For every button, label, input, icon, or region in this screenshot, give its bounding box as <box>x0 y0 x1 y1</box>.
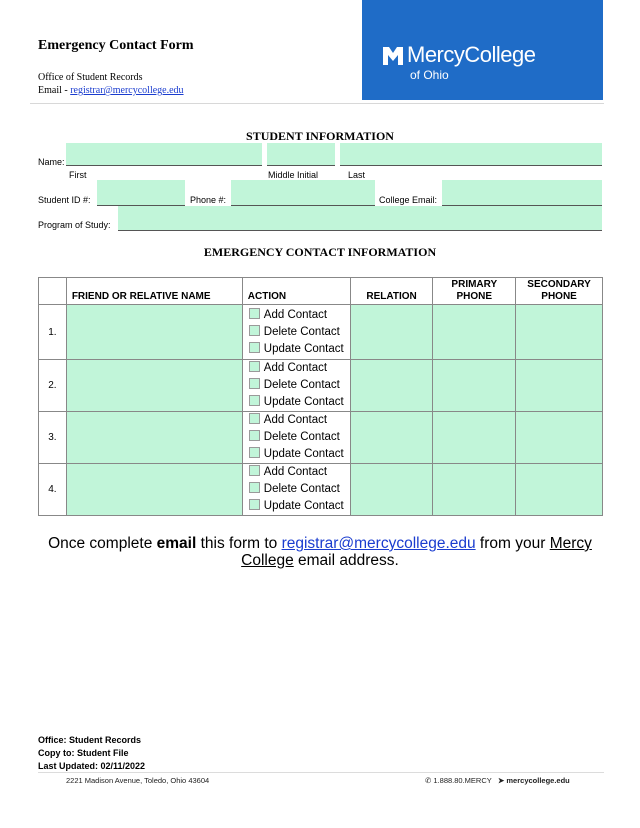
registrar-email-link[interactable]: registrar@mercycollege.edu <box>281 535 476 552</box>
row-number: 3. <box>39 412 67 464</box>
emergency-contact-table <box>38 277 603 516</box>
secondary-phone-field[interactable] <box>516 360 603 412</box>
action-options <box>242 412 350 464</box>
checkbox[interactable] <box>249 413 260 424</box>
delete-contact-option[interactable]: Delete Contact <box>243 429 350 446</box>
checkbox[interactable] <box>249 430 260 441</box>
form-title: Emergency Contact Form <box>38 38 194 53</box>
brand-name: MercyCollege <box>407 42 536 67</box>
mercy-college-underlined: Mercy College <box>241 535 592 569</box>
action-options <box>242 305 350 360</box>
table-row <box>39 464 603 516</box>
update-contact-option[interactable]: Update Contact <box>243 446 350 463</box>
checkbox[interactable] <box>249 499 260 510</box>
registrar-email-link[interactable]: registrar@mercycollege.edu <box>70 85 184 96</box>
checkbox[interactable] <box>249 465 260 476</box>
program-of-study-field[interactable] <box>118 206 602 231</box>
college-address: 2221 Madison Avenue, Toledo, Ohio 43604 <box>66 776 210 785</box>
delete-contact-option[interactable]: Delete Contact <box>243 481 350 498</box>
submission-instructions: Once complete email this form to registrar@mercycollege.edu from your Mercy College email address. <box>48 535 592 569</box>
first-label: First <box>69 170 87 180</box>
primary-phone-field[interactable] <box>433 412 516 464</box>
checkbox[interactable] <box>249 395 260 406</box>
email-emphasis: email <box>156 535 197 552</box>
brand-subtitle: of Ohio <box>410 68 449 82</box>
row-number: 4. <box>39 464 67 516</box>
action-column-header: ACTION <box>242 278 350 305</box>
primary-phone-field[interactable] <box>433 464 516 516</box>
table-row <box>39 305 603 360</box>
table-header-row <box>39 278 603 305</box>
mercy-logo-icon <box>382 44 404 66</box>
college-website[interactable]: ➤ mercycollege.edu <box>498 776 570 785</box>
contact-name-field[interactable] <box>66 360 242 412</box>
checkbox[interactable] <box>249 325 260 336</box>
last-label: Last <box>348 170 366 180</box>
action-options <box>242 464 350 516</box>
first-name-field[interactable] <box>66 143 262 166</box>
primary-phone-column-header: PRIMARY PHONE <box>433 278 516 305</box>
college-logo-banner <box>362 0 603 100</box>
row-number: 1. <box>39 305 67 360</box>
row-number: 2. <box>39 360 67 412</box>
table-row <box>39 360 603 412</box>
contact-name-field[interactable] <box>66 464 242 516</box>
secondary-phone-column-header: SECONDARY PHONE <box>516 278 603 305</box>
update-contact-option[interactable]: Update Contact <box>243 394 350 411</box>
footer-metadata <box>38 734 145 773</box>
primary-phone-field[interactable] <box>433 360 516 412</box>
footer-divider <box>38 772 604 773</box>
name-label: Name: <box>38 157 65 167</box>
add-contact-option[interactable]: Add Contact <box>243 307 350 324</box>
checkbox[interactable] <box>249 342 260 353</box>
contact-email-line <box>38 85 184 96</box>
checkbox[interactable] <box>249 308 260 319</box>
student-info-heading: STUDENT INFORMATION <box>246 129 394 143</box>
footer-office: Office: Student Records <box>38 735 142 745</box>
header-divider <box>30 103 604 104</box>
add-contact-option[interactable]: Add Contact <box>243 360 350 377</box>
college-email-field[interactable] <box>442 180 602 206</box>
last-name-field[interactable] <box>340 143 602 166</box>
relation-field[interactable] <box>350 464 433 516</box>
checkbox[interactable] <box>249 447 260 458</box>
footer-last-updated: Last Updated: 02/11/2022 <box>38 761 146 771</box>
cursor-arrow-icon: ➤ <box>498 776 505 785</box>
checkbox[interactable] <box>249 361 260 372</box>
phone-label: Phone #: <box>190 195 227 205</box>
middle-initial-label: Middle Initial <box>268 170 319 180</box>
contact-name-field[interactable] <box>66 305 242 360</box>
contact-name-field[interactable] <box>66 412 242 464</box>
number-column-header <box>39 278 67 305</box>
action-options <box>242 360 350 412</box>
college-email-label: College Email: <box>379 195 438 205</box>
relation-column-header: RELATION <box>350 278 433 305</box>
email-prefix: Email - <box>38 85 71 96</box>
name-column-header: FRIEND OR RELATIVE NAME <box>66 278 242 305</box>
checkbox[interactable] <box>249 378 260 389</box>
update-contact-option[interactable]: Update Contact <box>243 341 350 358</box>
secondary-phone-field[interactable] <box>516 305 603 360</box>
add-contact-option[interactable]: Add Contact <box>243 464 350 481</box>
phone-field[interactable] <box>231 180 375 206</box>
program-of-study-label: Program of Study: <box>38 220 111 230</box>
student-id-label: Student ID #: <box>38 195 91 205</box>
student-id-field[interactable] <box>97 180 185 206</box>
footer-copy-to: Copy to: Student File <box>38 748 129 758</box>
update-contact-option[interactable]: Update Contact <box>243 498 350 515</box>
secondary-phone-field[interactable] <box>516 464 603 516</box>
checkbox[interactable] <box>249 482 260 493</box>
secondary-phone-field[interactable] <box>516 412 603 464</box>
delete-contact-option[interactable]: Delete Contact <box>243 324 350 341</box>
primary-phone-field[interactable] <box>433 305 516 360</box>
table-row <box>39 412 603 464</box>
college-phone: ✆ 1.888.80.MERCY <box>425 776 492 785</box>
emergency-contact-heading: EMERGENCY CONTACT INFORMATION <box>203 245 437 259</box>
office-name: Office of Student Records <box>38 72 143 83</box>
phone-icon: ✆ <box>425 776 432 785</box>
delete-contact-option[interactable]: Delete Contact <box>243 377 350 394</box>
add-contact-option[interactable]: Add Contact <box>243 412 350 429</box>
relation-field[interactable] <box>350 360 433 412</box>
relation-field[interactable] <box>350 305 433 360</box>
relation-field[interactable] <box>350 412 433 464</box>
middle-initial-field[interactable] <box>267 143 335 166</box>
